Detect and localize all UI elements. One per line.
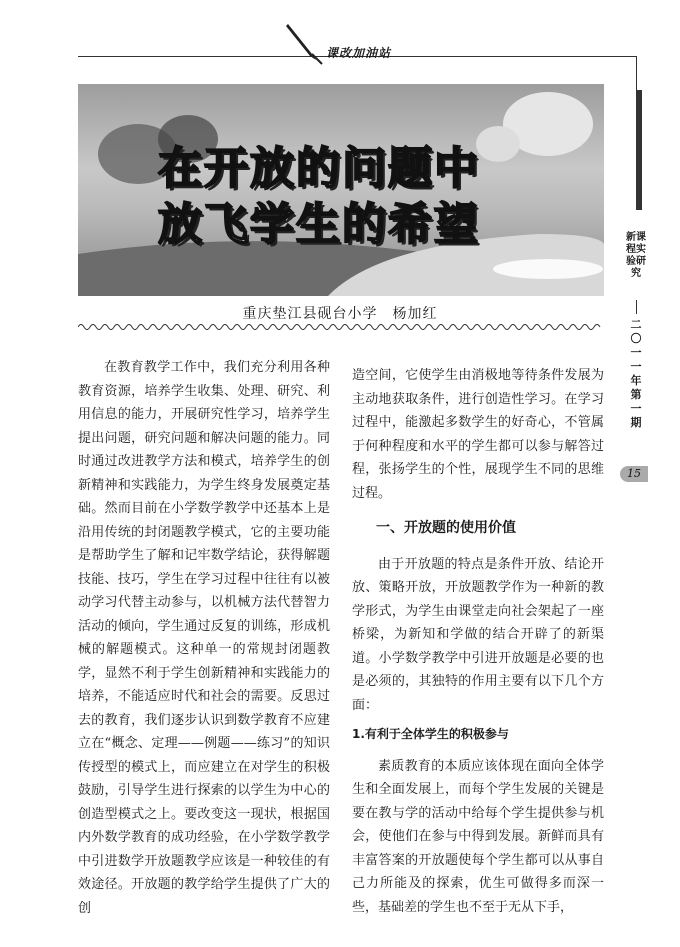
author-byline: 重庆垫江县砚台小学 杨加红 — [242, 306, 438, 322]
sub-heading: 1.有利于全体学生的积极参与 — [352, 727, 509, 741]
wavy-divider — [78, 322, 604, 332]
column-right — [352, 364, 604, 919]
issue-label: 二〇一一年第一期 — [630, 318, 642, 429]
title-line-2: 放飞学生的希望 — [158, 199, 480, 250]
paragraph: 在教育教学工作中，我们充分利用各种教育资源，培养学生收集、处理、研究、利用信息的能力，开展研究性学习，培养学生提出问题，研究问题和解决问题的能力。同时通过改进教学方法和模式，培养学生的创新精神和实践能力，为学生终身发展奠定基础。然而目前在小学数学教学中还基本上是沿用传统的封闭题教学模式，它的主要功能是帮助学生了解和记牢数学结论，获得解题技能、技巧，学生在学习过程中往往有以被动学习代替主动参与，以机械方法代替智力活动的倾向，学生通过反复的训练，形成机械的解题模式。这种单一的常规封闭题教学，显然不利于学生创新精神和实践能力的培养，不能适应时代和社会的需要。反思过去的教育，我们逐步认识到数学教育不应建立在“概念、定理——例题——练习”的知识传授型的模式上，而应建立在对学生的积极鼓励，引导学生进行探索的以学生为中心的创造型模式之上。要改变这一现状，根据国内外数学教育的成功经验，在小学数学教学中引进数学开放题教学应该是一种较佳的有效途径。开放题的教学给学生提供了广大的创 — [78, 360, 330, 916]
section-label: 课改加油站 — [326, 46, 392, 60]
title-line-1: 在开放的问题中 — [158, 143, 480, 194]
journal-name: 新课程实验研究 — [626, 232, 646, 279]
paragraph: 由于开放题的特点是条件开放、结论开放、策略开放，开放题教学作为一种新的教学形式，为学生由课堂走向社会架起了一座桥梁，为新知和学做的结合开辟了的新渠道。小学数学教学中引进开放题是必要的也是必须的，其独特的作用主要有以下几个方面： — [352, 556, 604, 713]
side-divider — [636, 300, 637, 314]
header-rule-vertical — [636, 56, 637, 90]
paragraph: 造空间，它使学生由消极地等待条件发展为主动地获取条件，进行创造性学习。在学习过程中，能激起多数学生的好奇心，不管属于何种程度和水平的学生都可以参与解答过程，张扬学生的个性，展现学生不同的思维过程。 — [352, 368, 604, 501]
column-left — [78, 356, 330, 920]
page-number: 15 — [620, 466, 648, 482]
title-banner — [78, 84, 604, 296]
pen-icon — [282, 20, 326, 66]
section-heading: 一、开放题的使用价值 — [376, 520, 516, 536]
paragraph: 素质教育的本质应该体现在面向全体学生和全面发展上，而每个学生发展的关键是要在教与学的活动中给每个学生提供参与机会，使他们在参与中得到发展。新鲜而具有丰富答案的开放题使每个学生都可以从事自己力所能及的探索，优生可做得多而深一些，基础差的学生也不至于无从下手， — [352, 758, 604, 915]
side-bar — [636, 90, 642, 210]
